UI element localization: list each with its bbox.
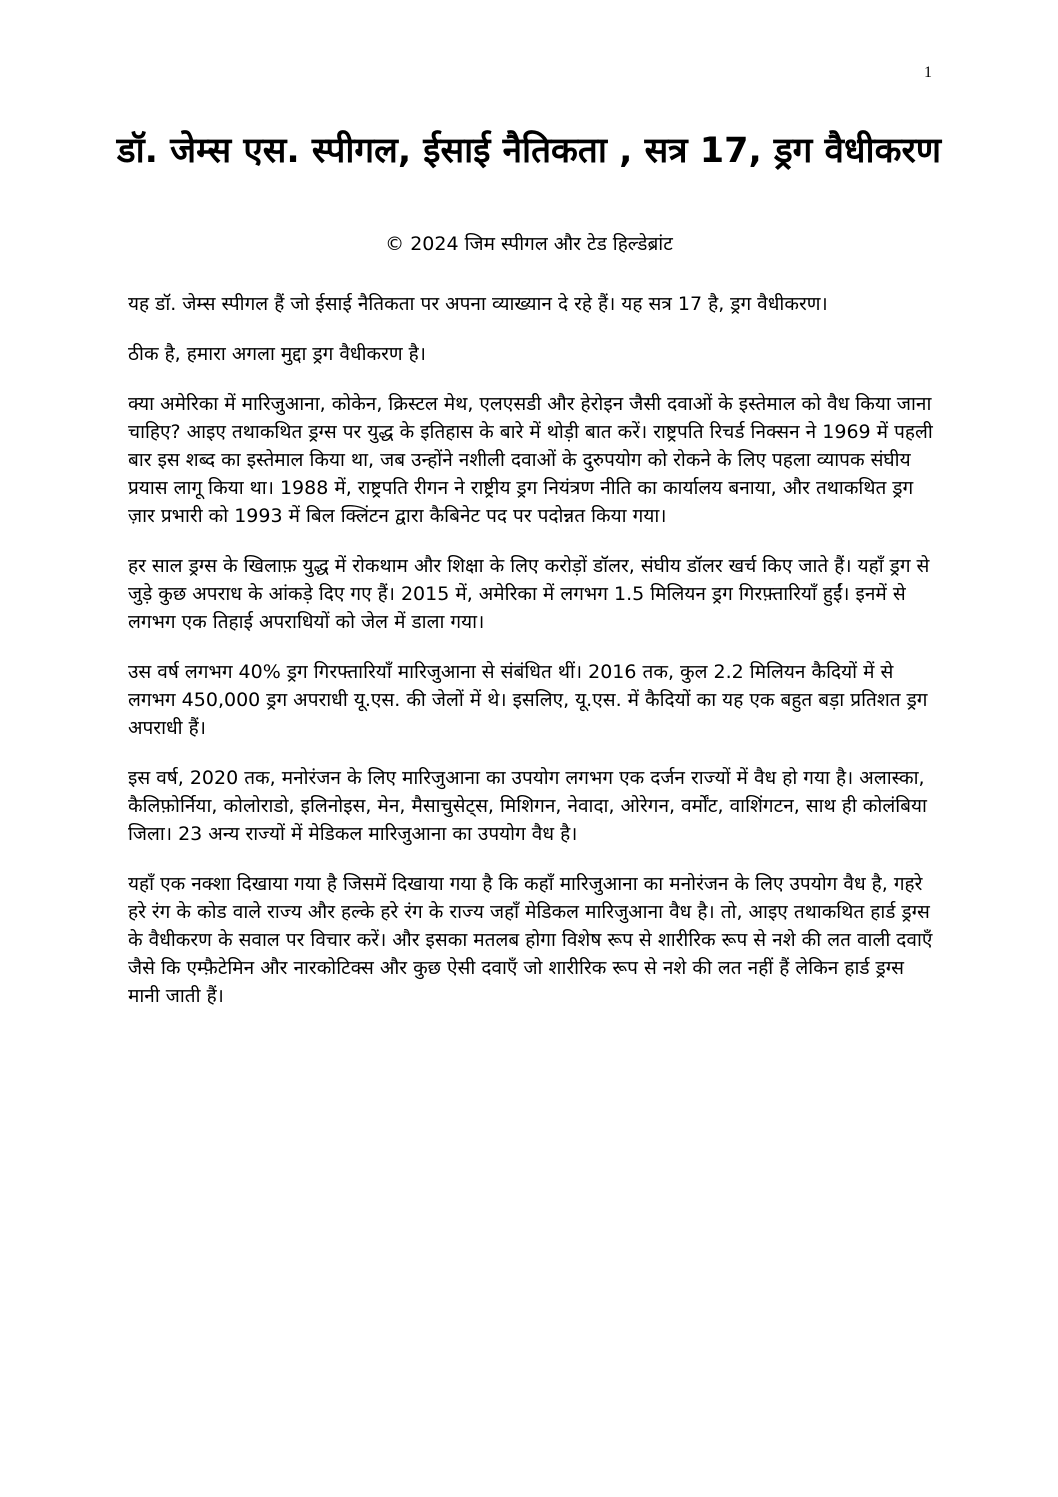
paragraph-map: यहाँ एक नक्शा दिखाया गया है जिसमें दिखाया गया है कि कहाँ मारिजुआना का मनोरंजन के लिए उपयोग वैध है, गहरे हरे रंग के कोड वाले राज्य और हल्के हरे रंग के राज्य जहाँ मेडिकल मारिजुआना वैध है। तो, आइए तथाकथित हार्ड ड्रग्स के वैधीकरण के सवाल पर विचार करें। और इसका मतलब होगा विशेष रूप से शारीरिक रूप से नशे की लत वाली दवाएँ जैसे कि एम्फ़ैटेमिन और नारकोटिक्स और कुछ ऐसी दवाएँ जो शारीरिक रूप से नशे की लत नहीं हैं लेकिन हार्ड ड्रग्स मानी जाती हैं। <box>128 873 933 1007</box>
page-number: 1 <box>924 64 932 81</box>
paragraph-topic: ठीक है, हमारा अगला मुद्दा ड्रग वैधीकरण है। <box>128 343 426 365</box>
paragraph-history: क्या अमेरिका में मारिजुआना, कोकेन, क्रिस्टल मेथ, एलएसडी और हेरोइन जैसी दवाओं के इस्तेमाल को वैध किया जाना चाहिए? आइए तथाकथित ड्रग्स पर युद्ध के इतिहास के बारे में थोड़ी बात करें। राष्ट्रपति रिचर्ड निक्सन ने 1969 में पहली बार इस शब्द का इस्तेमाल किया था, जब उन्होंने नशीली दवाओं के दुरुपयोग को रोकने के लिए पहला व्यापक संघीय प्रयास लागू किया था। 1988 में, राष्ट्रपति रीगन ने राष्ट्रीय ड्रग नियंत्रण नीति का कार्यालय बनाया, और तथाकथित ड्रग ज़ार प्रभारी को 1993 में बिल क्लिंटन द्वारा कैबिनेट पद पर पदोन्नत किया गया। <box>128 393 933 527</box>
paragraph-spending: हर साल ड्रग्स के खिलाफ़ युद्ध में रोकथाम और शिक्षा के लिए करोड़ों डॉलर, संघीय डॉलर खर्च किए जाते हैं। यहाँ ड्रग से जुड़े कुछ अपराध के आंकड़े दिए गए हैं। 2015 में, अमेरिका में लगभग 1.5 मिलियन ड्रग गिरफ़्तारियाँ हुईं। इनमें से लगभग एक तिहाई अपराधियों को जेल में डाला गया। <box>128 555 930 633</box>
paragraph-legalization: इस वर्ष, 2020 तक, मनोरंजन के लिए मारिजुआना का उपयोग लगभग एक दर्जन राज्यों में वैध हो गया है। अलास्का, कैलिफ़ोर्निया, कोलोराडो, इलिनोइस, मेन, मैसाचुसेट्स, मिशिगन, नेवादा, ओरेगन, वर्मोंट, वाशिंगटन, साथ ही कोलंबिया जिला। 23 अन्य राज्यों में मेडिकल मारिजुआना का उपयोग वैध है। <box>128 767 927 845</box>
body-text <box>128 290 936 1032</box>
paragraph-statistics: उस वर्ष लगभग 40% ड्रग गिरफ्तारियाँ मारिजुआना से संबंधित थीं। 2016 तक, कुल 2.2 मिलियन कैदियों में से लगभग 450,000 ड्रग अपराधी यू.एस. की जेलों में थे। इसलिए, यू.एस. में कैदियों का यह एक बहुत बड़ा प्रतिशत ड्रग अपराधी हैं। <box>128 661 928 739</box>
copyright-line: © 2024 जिम स्पीगल और टेड हिल्डेब्रांट <box>385 233 673 255</box>
page-title: डॉ. जेम्स एस. स्पीगल, ईसाई नैतिकता , सत्र 17, ड्रग वैधीकरण <box>116 131 942 171</box>
paragraph-intro: यह डॉ. जेम्स स्पीगल हैं जो ईसाई नैतिकता पर अपना व्याख्यान दे रहे हैं। यह सत्र 17 है, ड्रग वैधीकरण। <box>128 293 828 315</box>
